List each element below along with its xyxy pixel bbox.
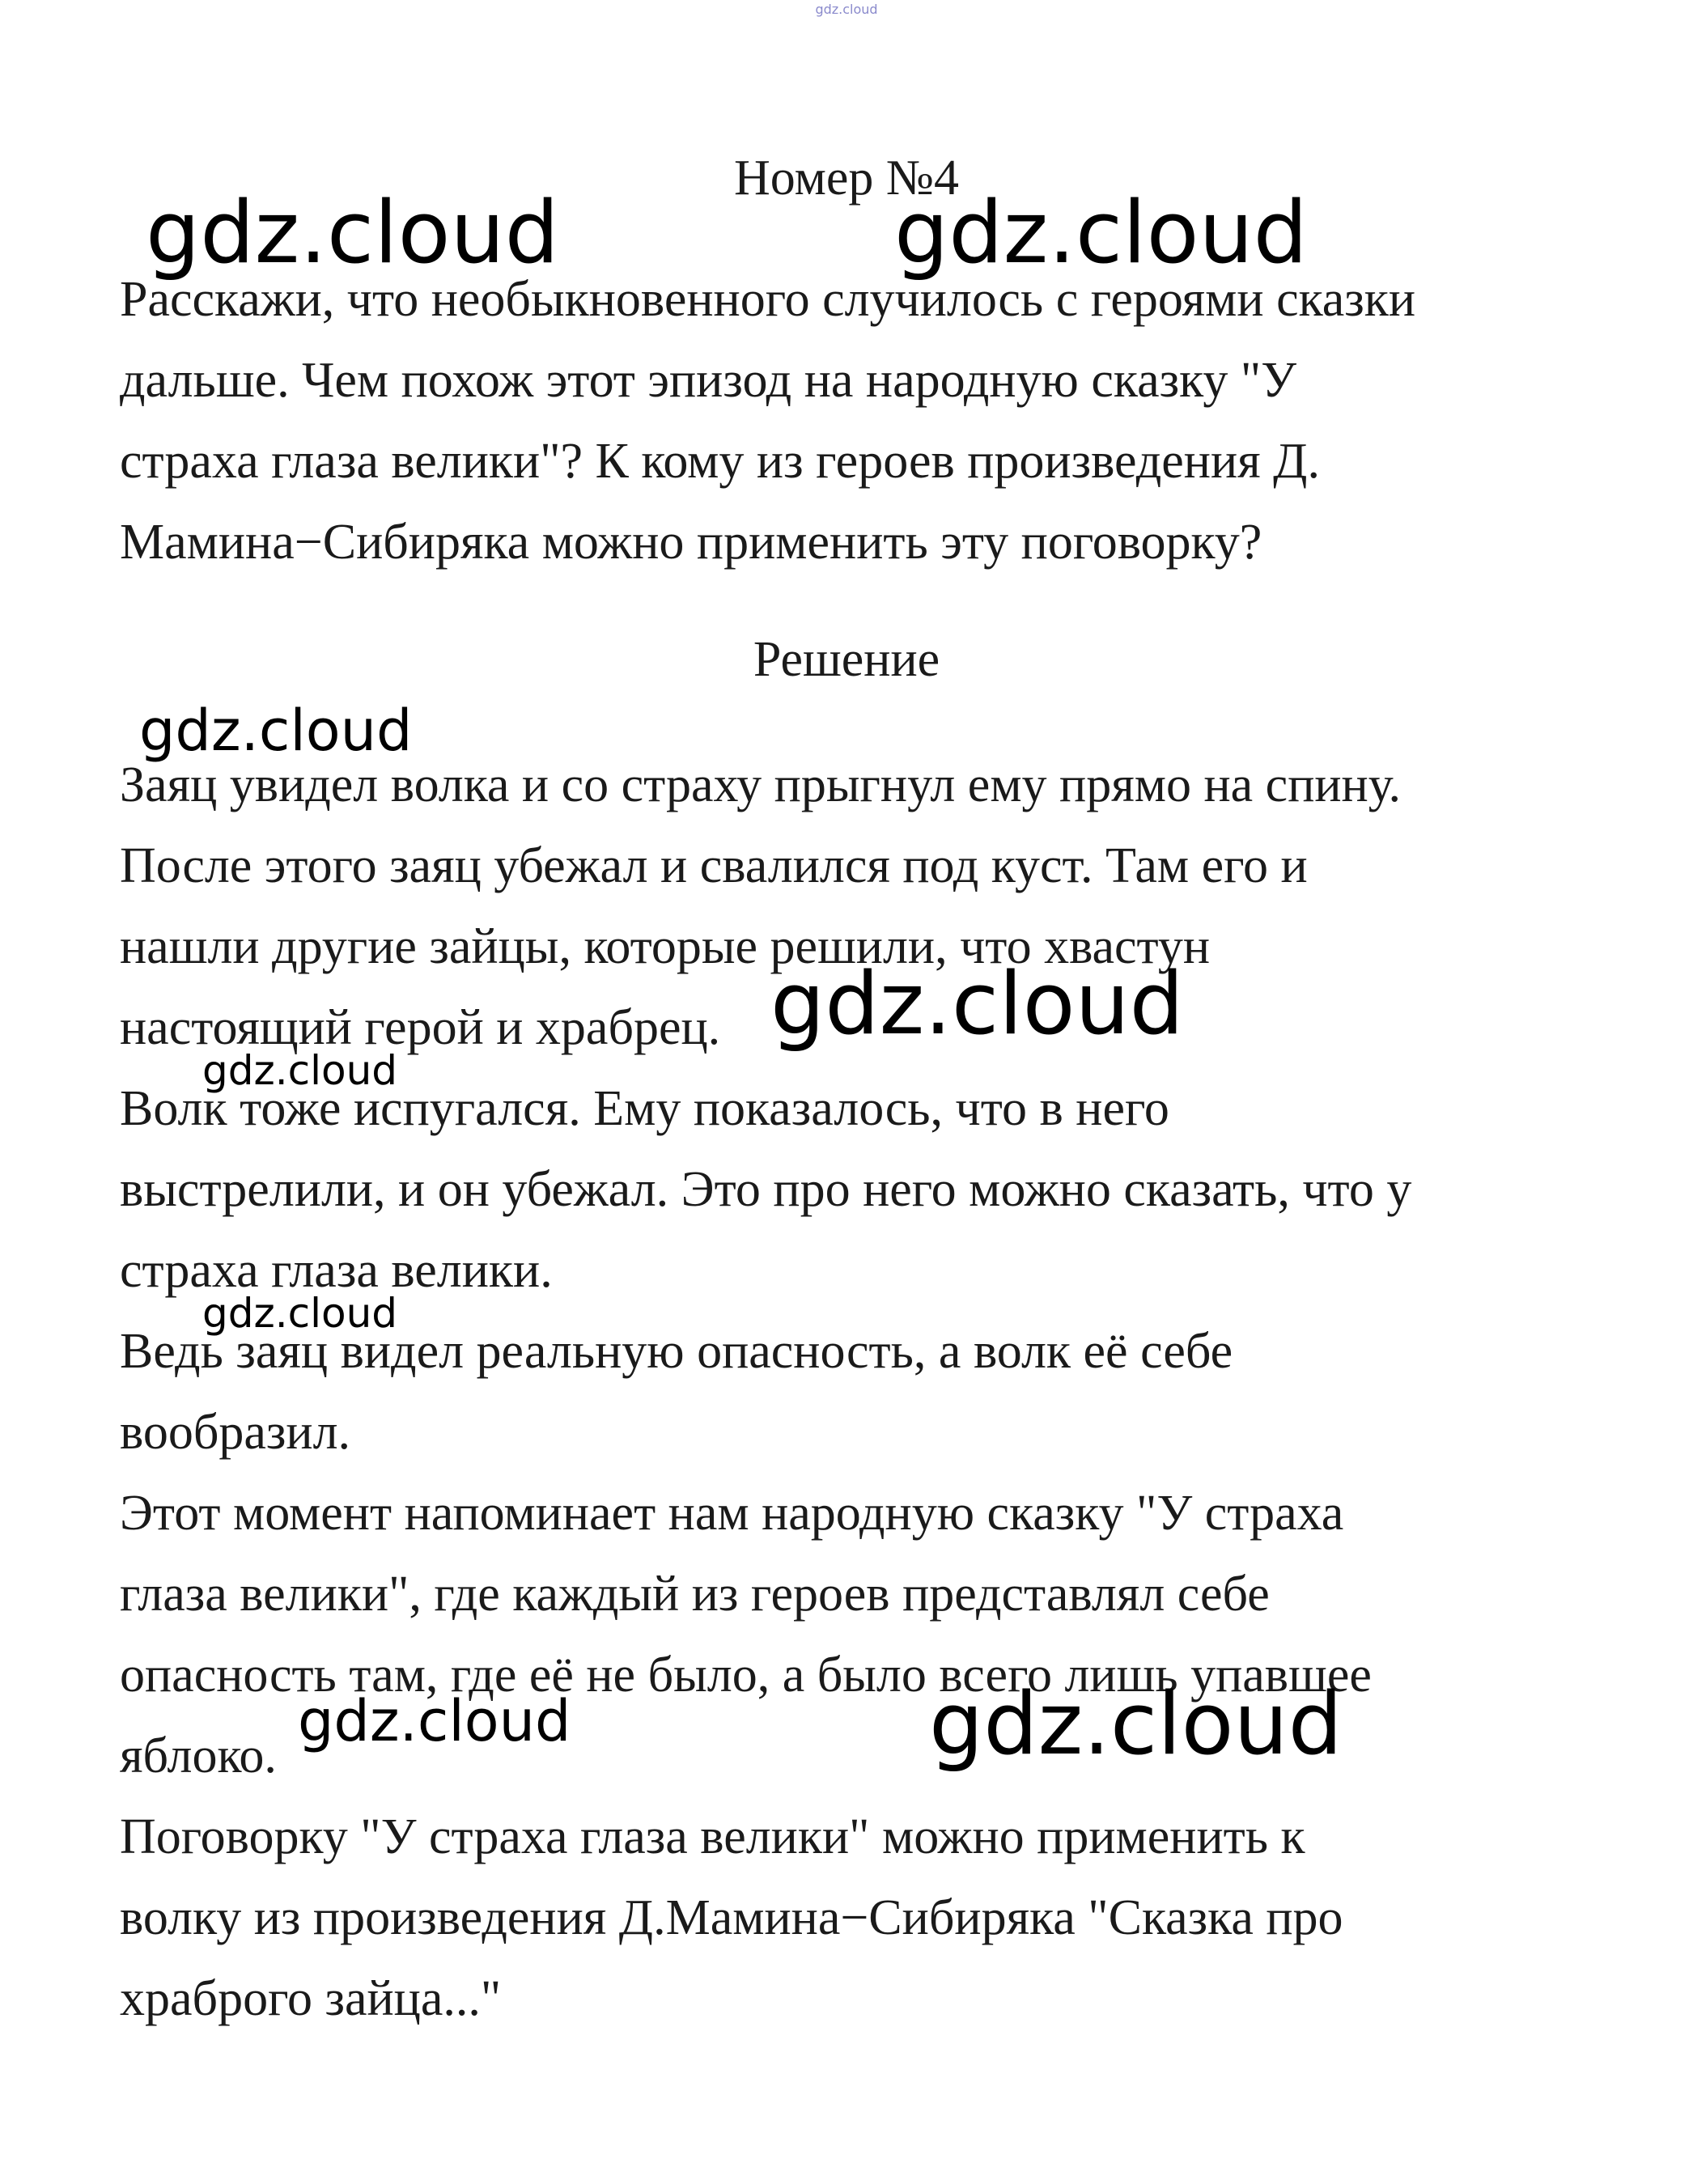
question-text bbox=[120, 259, 1576, 583]
watermark: gdz.cloud bbox=[929, 1674, 1343, 1774]
question-line: Мамина−Сибиряка можно применить эту поговорку? bbox=[120, 515, 1262, 570]
watermark: gdz.cloud bbox=[146, 183, 559, 282]
top-watermark: gdz.cloud bbox=[815, 2, 878, 17]
answer-line: вообразил. bbox=[120, 1405, 351, 1460]
answer-line: После этого заяц убежал и свалился под куст. Там его и bbox=[120, 838, 1308, 893]
watermark: gdz.cloud bbox=[894, 183, 1308, 282]
question-line: дальше. Чем похож этот эпизод на народную сказку "У bbox=[120, 353, 1297, 408]
answer-line: нашли другие зайцы, которые решили, что хвастун bbox=[120, 919, 1211, 974]
answer-line: опасность там, где её не было, а было всего лишь упавшее bbox=[120, 1648, 1372, 1703]
answer-line: Волк тоже испугался. Ему показалось, что в него bbox=[120, 1081, 1169, 1136]
watermark: gdz.cloud bbox=[298, 1688, 571, 1754]
solution-heading: Решение bbox=[753, 632, 940, 687]
page-title: Номер №4 bbox=[733, 151, 959, 206]
question-line: Расскажи, что необыкновенного случилось с героями сказки bbox=[120, 272, 1416, 327]
answer-line: Ведь заяц видел реальную опасность, а волк её себе bbox=[120, 1324, 1233, 1379]
answer-line: Этот момент напоминает нам народную сказку "У страха bbox=[120, 1486, 1344, 1541]
answer-line: храброго зайца..." bbox=[120, 1971, 502, 2026]
watermark: gdz.cloud bbox=[202, 1047, 398, 1094]
watermark: gdz.cloud bbox=[202, 1290, 398, 1337]
answer-paragraph-2 bbox=[120, 1068, 1576, 1311]
watermark: gdz.cloud bbox=[770, 954, 1184, 1054]
answer-line: яблоко. bbox=[120, 1728, 277, 1783]
answer-line: Заяц увидел волка и со страху прыгнул ему прямо на спину. bbox=[120, 757, 1402, 812]
answer-line: выстрелили, и он убежал. Это про него можно сказать, что у bbox=[120, 1162, 1412, 1217]
answer-line: Поговорку "У страха глаза велики" можно применить к bbox=[120, 1809, 1305, 1864]
answer-line: волку из произведения Д.Мамина−Сибиряка "Сказка про bbox=[120, 1890, 1343, 1945]
answer-line: глаза велики", где каждый из героев представлял себе bbox=[120, 1567, 1270, 1622]
answer-paragraph-5 bbox=[120, 1796, 1576, 2039]
watermark: gdz.cloud bbox=[139, 698, 413, 764]
answer-line: настоящий герой и храбрец. bbox=[120, 1000, 721, 1055]
question-line: страха глаза велики"? К кому из героев произведения Д. bbox=[120, 434, 1320, 489]
answer-line: страха глаза велики. bbox=[120, 1243, 553, 1298]
